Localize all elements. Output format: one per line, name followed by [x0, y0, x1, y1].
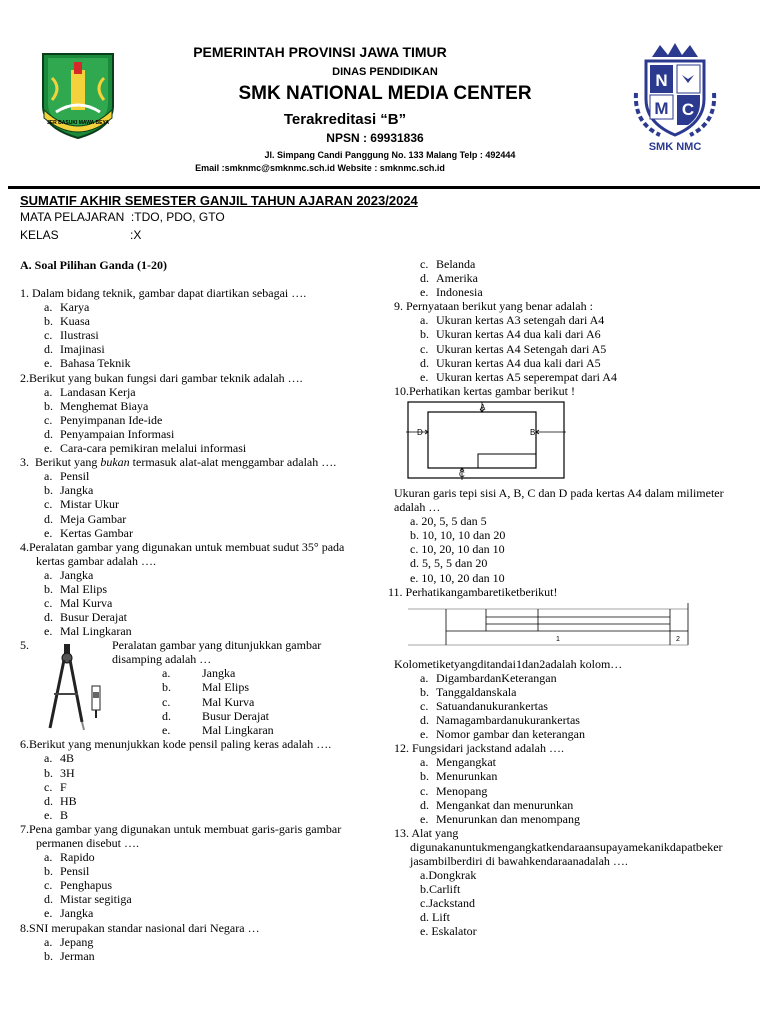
q1-options: [20, 300, 380, 370]
q3-options: [20, 469, 380, 539]
question-10: 10.Perhatikan kertas gambar berikut !: [394, 383, 575, 398]
question-3: 3. Berikut yang bukan termasuk alat-alat menggambar adalah ….: [20, 455, 337, 470]
option[interactable]: c. Ukuran kertas A4 Setengah dari A5: [420, 341, 607, 356]
option[interactable]: d. Mengankat dan menurunkan: [420, 797, 574, 812]
option[interactable]: c.Jackstand: [420, 896, 475, 911]
question-13-cont2: jasambilberdiri di bawahkendaraanadalah ….: [410, 854, 628, 868]
q5-options: [162, 666, 274, 736]
option[interactable]: c. Satuandanukurankertas: [420, 698, 548, 713]
option[interactable]: e. Mal Lingkaran: [44, 624, 132, 639]
logo-letter-m: M: [654, 99, 669, 118]
exam-class-value: :X: [130, 228, 142, 242]
option[interactable]: e. B: [44, 807, 69, 822]
question-4-cont: kertas gambar adalah ….: [36, 553, 156, 568]
q9-options: [394, 313, 764, 383]
option[interactable]: d. Amerika: [420, 271, 478, 286]
option[interactable]: e. Bahasa Teknik: [44, 356, 131, 371]
option[interactable]: d. Ukuran kertas A4 dua kali dari A5: [420, 355, 601, 370]
cell-label-1: 1: [556, 635, 560, 643]
logo-motto: JER BASUKI MAWA BEYA: [47, 120, 109, 126]
option[interactable]: e. Eskalator: [420, 924, 477, 939]
logo-letter-n: N: [655, 71, 668, 90]
option[interactable]: a. Karya: [44, 300, 90, 315]
label-a: A: [480, 402, 486, 412]
option[interactable]: e. Indonesia: [420, 285, 483, 300]
option[interactable]: b.Carlift: [420, 882, 461, 897]
option[interactable]: b. Pensil: [44, 864, 90, 879]
option[interactable]: c. Ilustrasi: [44, 328, 99, 343]
header-contact: Email :smknmc@smknmc.sch.id Website : smknmc.sch.id: [195, 163, 445, 173]
option[interactable]: a. Rapido: [44, 850, 95, 865]
option[interactable]: a.Dongkrak: [420, 868, 477, 883]
question-7-cont: permanen disebut ….: [36, 836, 139, 850]
option[interactable]: c. Penyimpanan Ide-ide: [44, 412, 163, 427]
question-13: 13. Alat yang: [394, 825, 459, 840]
label-d: D: [417, 427, 423, 437]
option[interactable]: b. 3H: [44, 765, 75, 780]
option[interactable]: b. Ukuran kertas A4 dua kali dari A6: [420, 327, 601, 342]
option[interactable]: d. HB: [44, 793, 77, 808]
option[interactable]: e. Cara-cara pemikiran melalui informasi: [44, 441, 247, 456]
question-13-cont: digunakanuntukmengangkatkendaraansupayamekanikdapatbeker: [410, 839, 723, 854]
option[interactable]: c. Belanda: [420, 257, 476, 271]
question-11: 11. Perhatikangambaretiketberikut!: [388, 584, 558, 599]
option[interactable]: a. Jepang: [44, 934, 94, 949]
option[interactable]: e. Mal Lingkaran: [162, 722, 274, 737]
question-1: 1. Dalam bidang teknik, gambar dapat diartikan sebagai ….: [20, 286, 307, 300]
option[interactable]: a. 4B: [44, 751, 75, 766]
option[interactable]: a. Jangka: [44, 567, 94, 582]
option[interactable]: a. 20, 5, 5 dan 5: [410, 514, 487, 529]
option[interactable]: a. Mengangkat: [420, 755, 496, 770]
q8-options-continued: [394, 257, 764, 299]
q7-options: [20, 850, 380, 920]
question-10-text-cont: adalah …: [394, 500, 441, 515]
title-block-figure: [406, 599, 764, 651]
q8-options: [20, 935, 380, 963]
header-province: PEMERINTAH PROVINSI JAWA TIMUR: [193, 44, 447, 60]
header-accreditation: Terakreditasi “B”: [283, 111, 407, 128]
option[interactable]: b. Mal Elips: [162, 680, 249, 695]
header-npsn: NPSN : 69931836: [326, 131, 424, 145]
right-column: [388, 257, 764, 939]
compass-image: [42, 642, 106, 734]
option[interactable]: c. 10, 20, 10 dan 10: [410, 542, 505, 557]
header-school-name: SMK NATIONAL MEDIA CENTER: [238, 83, 532, 104]
q2-options: [20, 385, 380, 455]
question-10-text: Ukuran garis tepi sisi A, B, C dan D pada kertas A4 dalam milimeter: [394, 485, 724, 500]
question-5: 5. Peralatan gambar yang ditunjukkan gambar disamping adalah … a. Jangka b. Mal Elips c. Mal Kurva d. Busur Derajat e. Mal Lingkaran: [20, 638, 322, 737]
option[interactable]: e. 10, 10, 20 dan 10: [410, 570, 505, 585]
option[interactable]: d. Penyampaian Informasi: [44, 426, 175, 441]
question-9: 9. Pernyataan berikut yang benar adalah :: [394, 299, 593, 314]
option[interactable]: d. Namagambardanukurankertas: [420, 713, 580, 728]
label-b: B: [530, 427, 536, 437]
provincial-logo: [38, 48, 118, 140]
option[interactable]: e. Nomor gambar dan keterangan: [420, 727, 585, 742]
option[interactable]: a. DigambardanKeterangan: [420, 670, 557, 685]
q10-options: [394, 514, 764, 584]
q13-options: [394, 868, 764, 938]
exam-title: SUMATIF AKHIR SEMESTER GANJIL TAHUN AJARAN 2023/2024: [20, 193, 418, 208]
exam-class-label: KELAS: [20, 228, 59, 242]
question-11-text: Kolometiketyangditandai1dan2adalah kolom…: [394, 656, 623, 671]
header-department: DINAS PENDIDIKAN: [332, 66, 438, 78]
option[interactable]: d. Lift: [420, 910, 450, 925]
left-column: [20, 286, 380, 963]
option[interactable]: b. 10, 10, 10 dan 20: [410, 528, 506, 543]
school-logo: [630, 43, 720, 155]
option[interactable]: c. Mistar Ukur: [44, 497, 119, 512]
option[interactable]: c. Mal Kurva: [44, 596, 113, 611]
q4-options: [20, 568, 380, 638]
question-7: 7.Pena gambar yang digunakan untuk membuat garis-garis gambar: [20, 821, 342, 836]
option[interactable]: a. Pensil: [44, 469, 90, 484]
option[interactable]: b. Tanggaldanskala: [420, 684, 517, 699]
option[interactable]: e. Kertas Gambar: [44, 525, 133, 540]
option[interactable]: a. Landasan Kerja: [44, 384, 136, 399]
exam-subject: MATA PELAJARAN :TDO, PDO, GTO: [20, 210, 225, 224]
option[interactable]: a. Ukuran kertas A3 setengah dari A4: [420, 313, 605, 328]
option[interactable]: d. Mistar segitiga: [44, 892, 132, 907]
option[interactable]: b. Menghemat Biaya: [44, 398, 149, 413]
header-address: Jl. Simpang Candi Panggung No. 133 Malang Telp : 492444: [264, 150, 516, 160]
option[interactable]: c. Menopang: [420, 783, 488, 798]
option[interactable]: d. 5, 5, 5 dan 20: [410, 556, 488, 571]
logo-caption: SMK NMC: [648, 141, 702, 153]
question-6: 6.Berikut yang menunjukkan kode pensil paling keras adalah ….: [20, 737, 332, 752]
question-4: 4.Peralatan gambar yang digunakan untuk membuat sudut 35° pada: [20, 539, 345, 554]
option[interactable]: d. Imajinasi: [44, 342, 105, 357]
option[interactable]: c. F: [44, 779, 67, 794]
option[interactable]: d. Busur Derajat: [162, 708, 269, 723]
cell-label-2: 2: [676, 635, 680, 643]
option[interactable]: b. Mal Elips: [44, 581, 107, 596]
q12-options: [394, 755, 764, 825]
option[interactable]: c. Mal Kurva: [162, 694, 255, 709]
option[interactable]: e. Jangka: [44, 906, 94, 921]
label-c: C: [459, 469, 465, 479]
section-heading: A. Soal Pilihan Ganda (1-20): [20, 258, 168, 272]
question-2: 2.Berikut yang bukan fungsi dari gambar teknik adalah ….: [20, 370, 303, 385]
option[interactable]: e. Menurunkan dan menompang: [420, 811, 580, 826]
q11-options: [394, 671, 764, 741]
option[interactable]: b. Kuasa: [44, 314, 90, 329]
option[interactable]: e. Ukuran kertas A5 seperempat dari A4: [420, 369, 617, 384]
q6-options: [20, 751, 380, 821]
option[interactable]: d. Meja Gambar: [44, 511, 127, 526]
option[interactable]: a. Jangka: [162, 666, 236, 681]
option[interactable]: d. Busur Derajat: [44, 610, 127, 625]
paper-border-figure: [406, 398, 764, 482]
option[interactable]: b. Jerman: [44, 948, 95, 963]
option[interactable]: c. Penghapus: [44, 878, 112, 893]
option[interactable]: b. Menurunkan: [420, 769, 498, 784]
logo-letter-c: C: [681, 100, 695, 119]
question-8: 8.SNI merupakan standar nasional dari Negara …: [20, 920, 260, 935]
option[interactable]: b. Jangka: [44, 483, 94, 498]
question-12: 12. Fungsidari jackstand adalah ….: [394, 741, 564, 756]
header-divider: [8, 186, 760, 189]
